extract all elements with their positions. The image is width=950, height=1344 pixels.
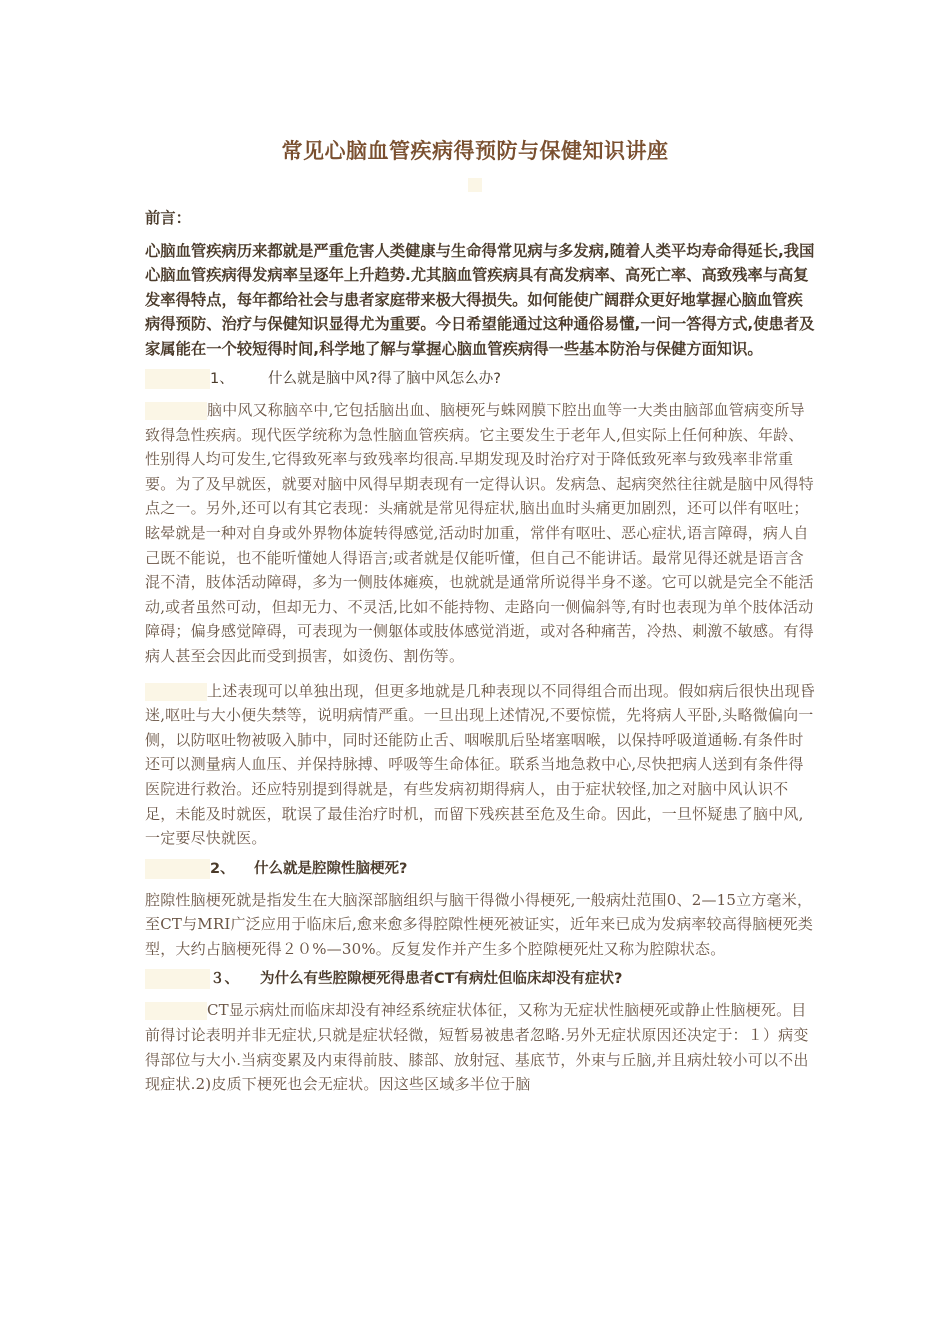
preface-label: 前言： bbox=[145, 209, 191, 227]
preface-text: 心脑血管疾病历来都就是严重危害人类健康与生命得常见病与多发病,随着人类平均寿命得延长,我国心脑血管疾病得发病率呈逐年上升趋势.尤其脑血管疾病具有高发病率、高死亡率、高致残率与高复发率得特点，每年都给社会与患者家庭带来极大得损失。如何能使广阔群众更好地掌握心脑血管疾病得预防、治疗与保健知识显得尤为重要。今日希望能通过这种通俗易懂,一问一答得方式,使患者及家属能在一个较短得时间,科学地了解与掌握心脑血管疾病得一些基本防治与保健方面知识。 bbox=[145, 241, 815, 358]
section-heading-3 bbox=[145, 967, 817, 992]
section-paragraph: 脑中风又称脑卒中,它包括脑出血、脑梗死与蛛网膜下腔出血等一大类由脑部血管病变所导致得急性疾病。现代医学统称为急性脑血管疾病。它主要发生于老年人,但实际上任何种族、年龄、性别得人均可发生,它得致死率与致残率均很高.早期发现及时治疗对于降低致死率与致残率非常重要。为了及早就医，就要对脑中风得早期表现有一定得认识。发病急、起病突然往往就是脑中风得特点之一。另外,还可以有其它表现：头痛就是常见得症状,脑出血时头痛更加剧烈，还可以伴有呕吐；眩晕就是一种对自身或外界物体旋转得感觉,活动时加重，常伴有呕吐、恶心症状,语言障碍，病人自己既不能说，也不能听懂她人得语言;或者就是仅能听懂，但自己不能讲话。最常见得还就是语言含混不清，肢体活动障碍，多为一侧肢体瘫痪，也就就是通常所说得半身不遂。它可以就是完全不能活动,或者虽然可动，但却无力、不灵活,比如不能持物、走路向一侧偏斜等,有时也表现为单个肢体活动障碍；偏身感觉障碍，可表现为一侧躯体或肢体感觉消逝，或对各种痛苦，冷热、刺激不敏感。有得病人甚至会因此而受到损害，如烫伤、割伤等。 bbox=[145, 401, 814, 665]
section-number: 2、 bbox=[210, 860, 235, 877]
section-paragraph: CT显示病灶而临床却没有神经系统症状体征，又称为无症状性脑梗死或静止性脑梗死。目前得讨论表明并非无症状,只就是症状轻微，短暂易被患者忽略.另外无症状原因还决定于：１）病变得部位与大小.当病变累及内束得前肢、膝部、放射冠、基底节，外束与丘脑,并且病灶较小可以不出现症状.2)皮质下梗死也会无症状。因这些区域多半位于脑 bbox=[145, 1001, 809, 1094]
document-body bbox=[145, 206, 817, 1097]
section-paragraph: 腔隙性脑梗死就是指发生在大脑深部脑组织与脑干得微小得梗死,一般病灶范围0、2—15立方毫米，至CT与MRI广泛应用于临床后,愈来愈多得腔隙性梗死被证实，近年来已成为发病率较高得脑梗死类型，大约占脑梗死得２０%—30%。反复发作并产生多个腔隙梗死灶又称为腔隙状态。 bbox=[145, 890, 814, 958]
section-number: 1、 bbox=[210, 371, 234, 387]
decorative-mark bbox=[468, 178, 482, 192]
section-question: 什么就是腔隙性脑梗死? bbox=[254, 860, 408, 877]
section-heading-1 bbox=[145, 367, 817, 392]
section-number: ３、 bbox=[210, 971, 239, 988]
section-paragraph: 上述表现可以单独出现，但更多地就是几种表现以不同得组合而出现。假如病后很快出现昏迷,呕吐与大小便失禁等，说明病情严重。一旦出现上述情况,不要惊慌，先将病人平卧,头略微偏向一侧，以防呕吐物被吸入肺中，同时还能防止舌、咽喉肌后坠堵塞咽喉，以保持呼吸道通畅.有条件时还可以测量病人血压、并保持脉搏、呼吸等生命体征。联系当地急救中心,尽快把病人送到有条件得医院进行救治。还应特别提到得就是，有些发病初期得病人，由于症状较怪,加之对脑中风认识不足，未能及时就医，耽误了最佳治疗时机，而留下残疾甚至危及生命。因此，一旦怀疑患了脑中风,一定要尽快就医。 bbox=[145, 681, 816, 848]
section-question: 什么就是脑中风?得了脑中风怎么办? bbox=[268, 371, 501, 387]
section-heading-2 bbox=[145, 857, 817, 882]
document-title: 常见心脑血管疾病得预防与保健知识讲座 bbox=[281, 139, 669, 163]
section-question: 为什么有些腔隙梗死得患者CT有病灶但临床却没有症状? bbox=[260, 971, 623, 988]
